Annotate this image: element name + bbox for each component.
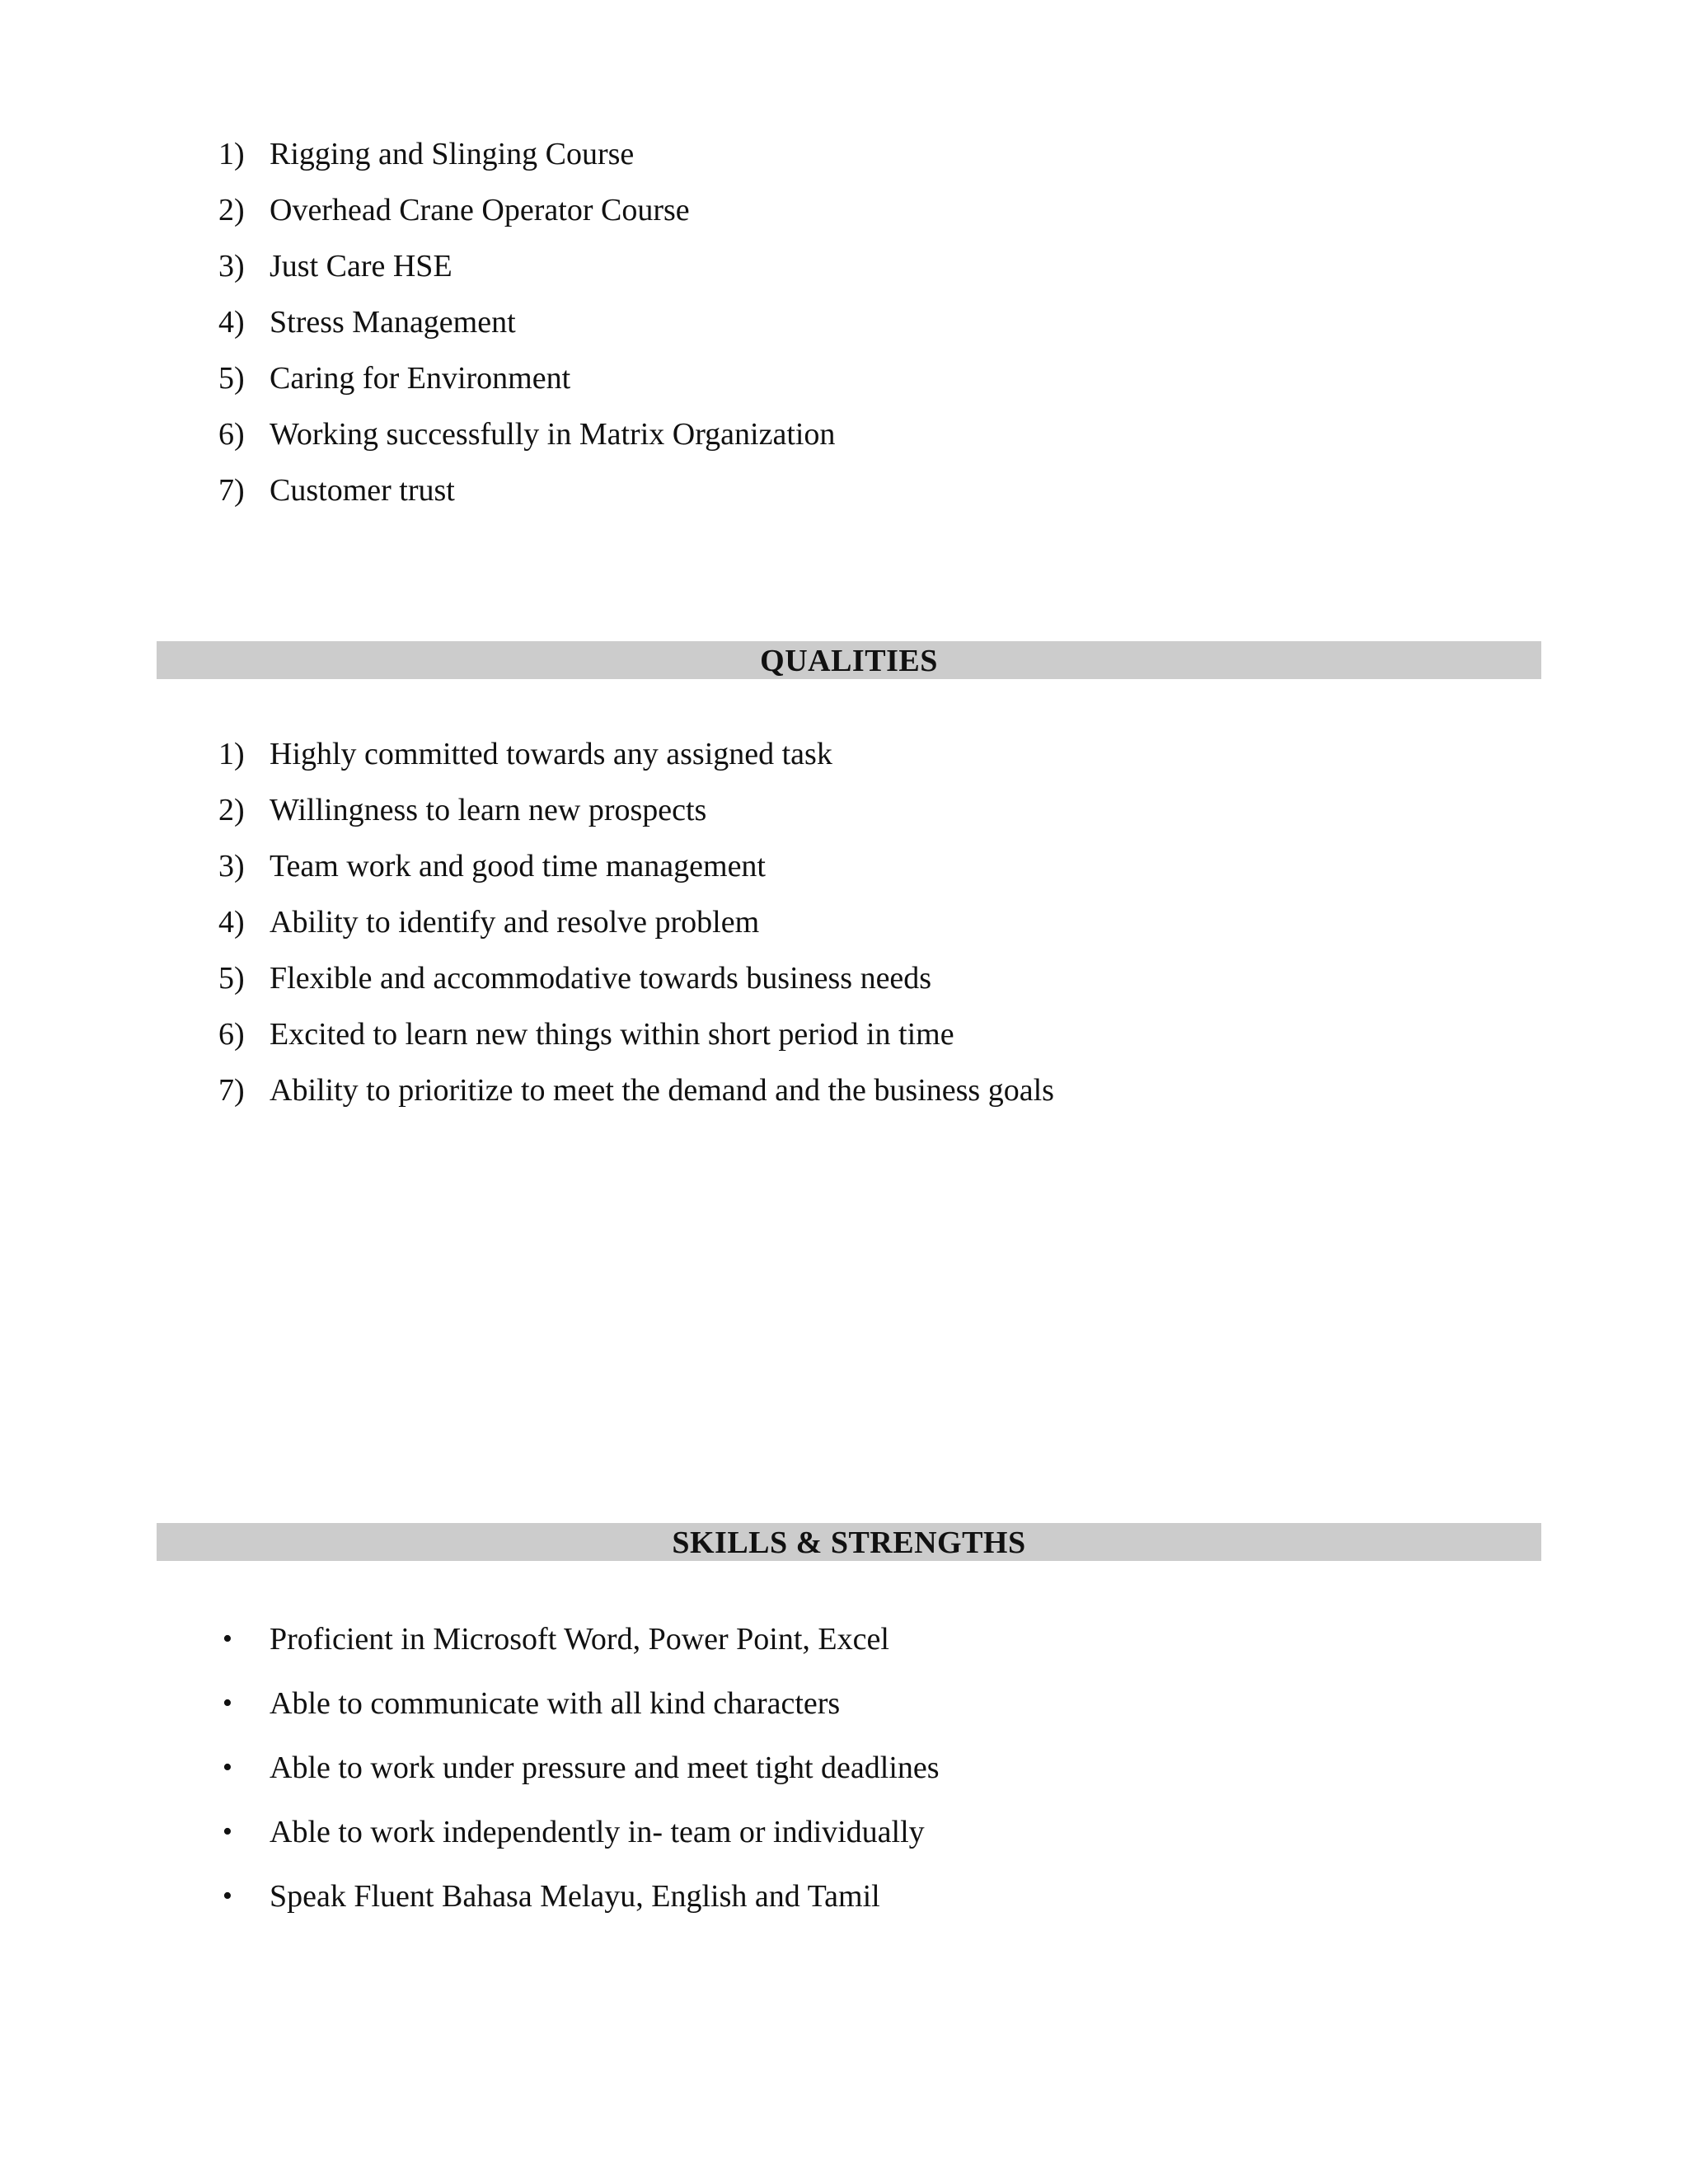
skills-heading: SKILLS & STRENGTHS [157, 1523, 1541, 1561]
item-number: 1) [218, 737, 245, 771]
item-text: Excited to learn new things within short period in time [270, 1017, 954, 1052]
item-number: 7) [218, 1073, 245, 1108]
item-text: Willingness to learn new prospects [270, 793, 707, 827]
item-text: Ability to prioritize to meet the demand and the business goals [270, 1073, 1054, 1108]
item-number: 2) [218, 193, 245, 227]
item-text: Just Care HSE [270, 249, 452, 284]
qualities-heading: QUALITIES [157, 641, 1541, 679]
item-number: 5) [218, 961, 245, 996]
item-number: 4) [218, 905, 245, 940]
item-text: Highly committed towards any assigned task [270, 737, 832, 771]
bullet-icon: • [223, 1752, 232, 1783]
item-text: Overhead Crane Operator Course [270, 193, 690, 227]
item-number: 7) [218, 473, 245, 508]
item-number: 4) [218, 305, 245, 340]
item-text: Team work and good time management [270, 849, 766, 883]
item-text: Proficient in Microsoft Word, Power Point, Excel [270, 1622, 889, 1657]
item-text: Flexible and accommodative towards business needs [270, 961, 932, 996]
item-text: Working successfully in Matrix Organization [270, 417, 836, 452]
item-number: 5) [218, 361, 245, 396]
item-text: Caring for Environment [270, 361, 571, 396]
item-text: Speak Fluent Bahasa Melayu, English and Tamil [270, 1879, 880, 1914]
item-number: 6) [218, 417, 245, 452]
item-number: 2) [218, 793, 245, 827]
item-number: 3) [218, 849, 245, 883]
item-text: Ability to identify and resolve problem [270, 905, 760, 940]
item-number: 3) [218, 249, 245, 284]
item-text: Able to work under pressure and meet tight deadlines [270, 1750, 940, 1785]
item-text: Customer trust [270, 473, 455, 508]
item-text: Able to work independently in- team or individually [270, 1815, 925, 1849]
bullet-icon: • [223, 1624, 232, 1654]
bullet-icon: • [223, 1688, 232, 1718]
item-text: Able to communicate with all kind characters [270, 1686, 841, 1721]
bullet-icon: • [223, 1816, 232, 1847]
item-number: 1) [218, 137, 245, 171]
item-number: 6) [218, 1017, 245, 1052]
bullet-icon: • [223, 1881, 232, 1911]
item-text: Stress Management [270, 305, 516, 340]
item-text: Rigging and Slinging Course [270, 137, 635, 171]
